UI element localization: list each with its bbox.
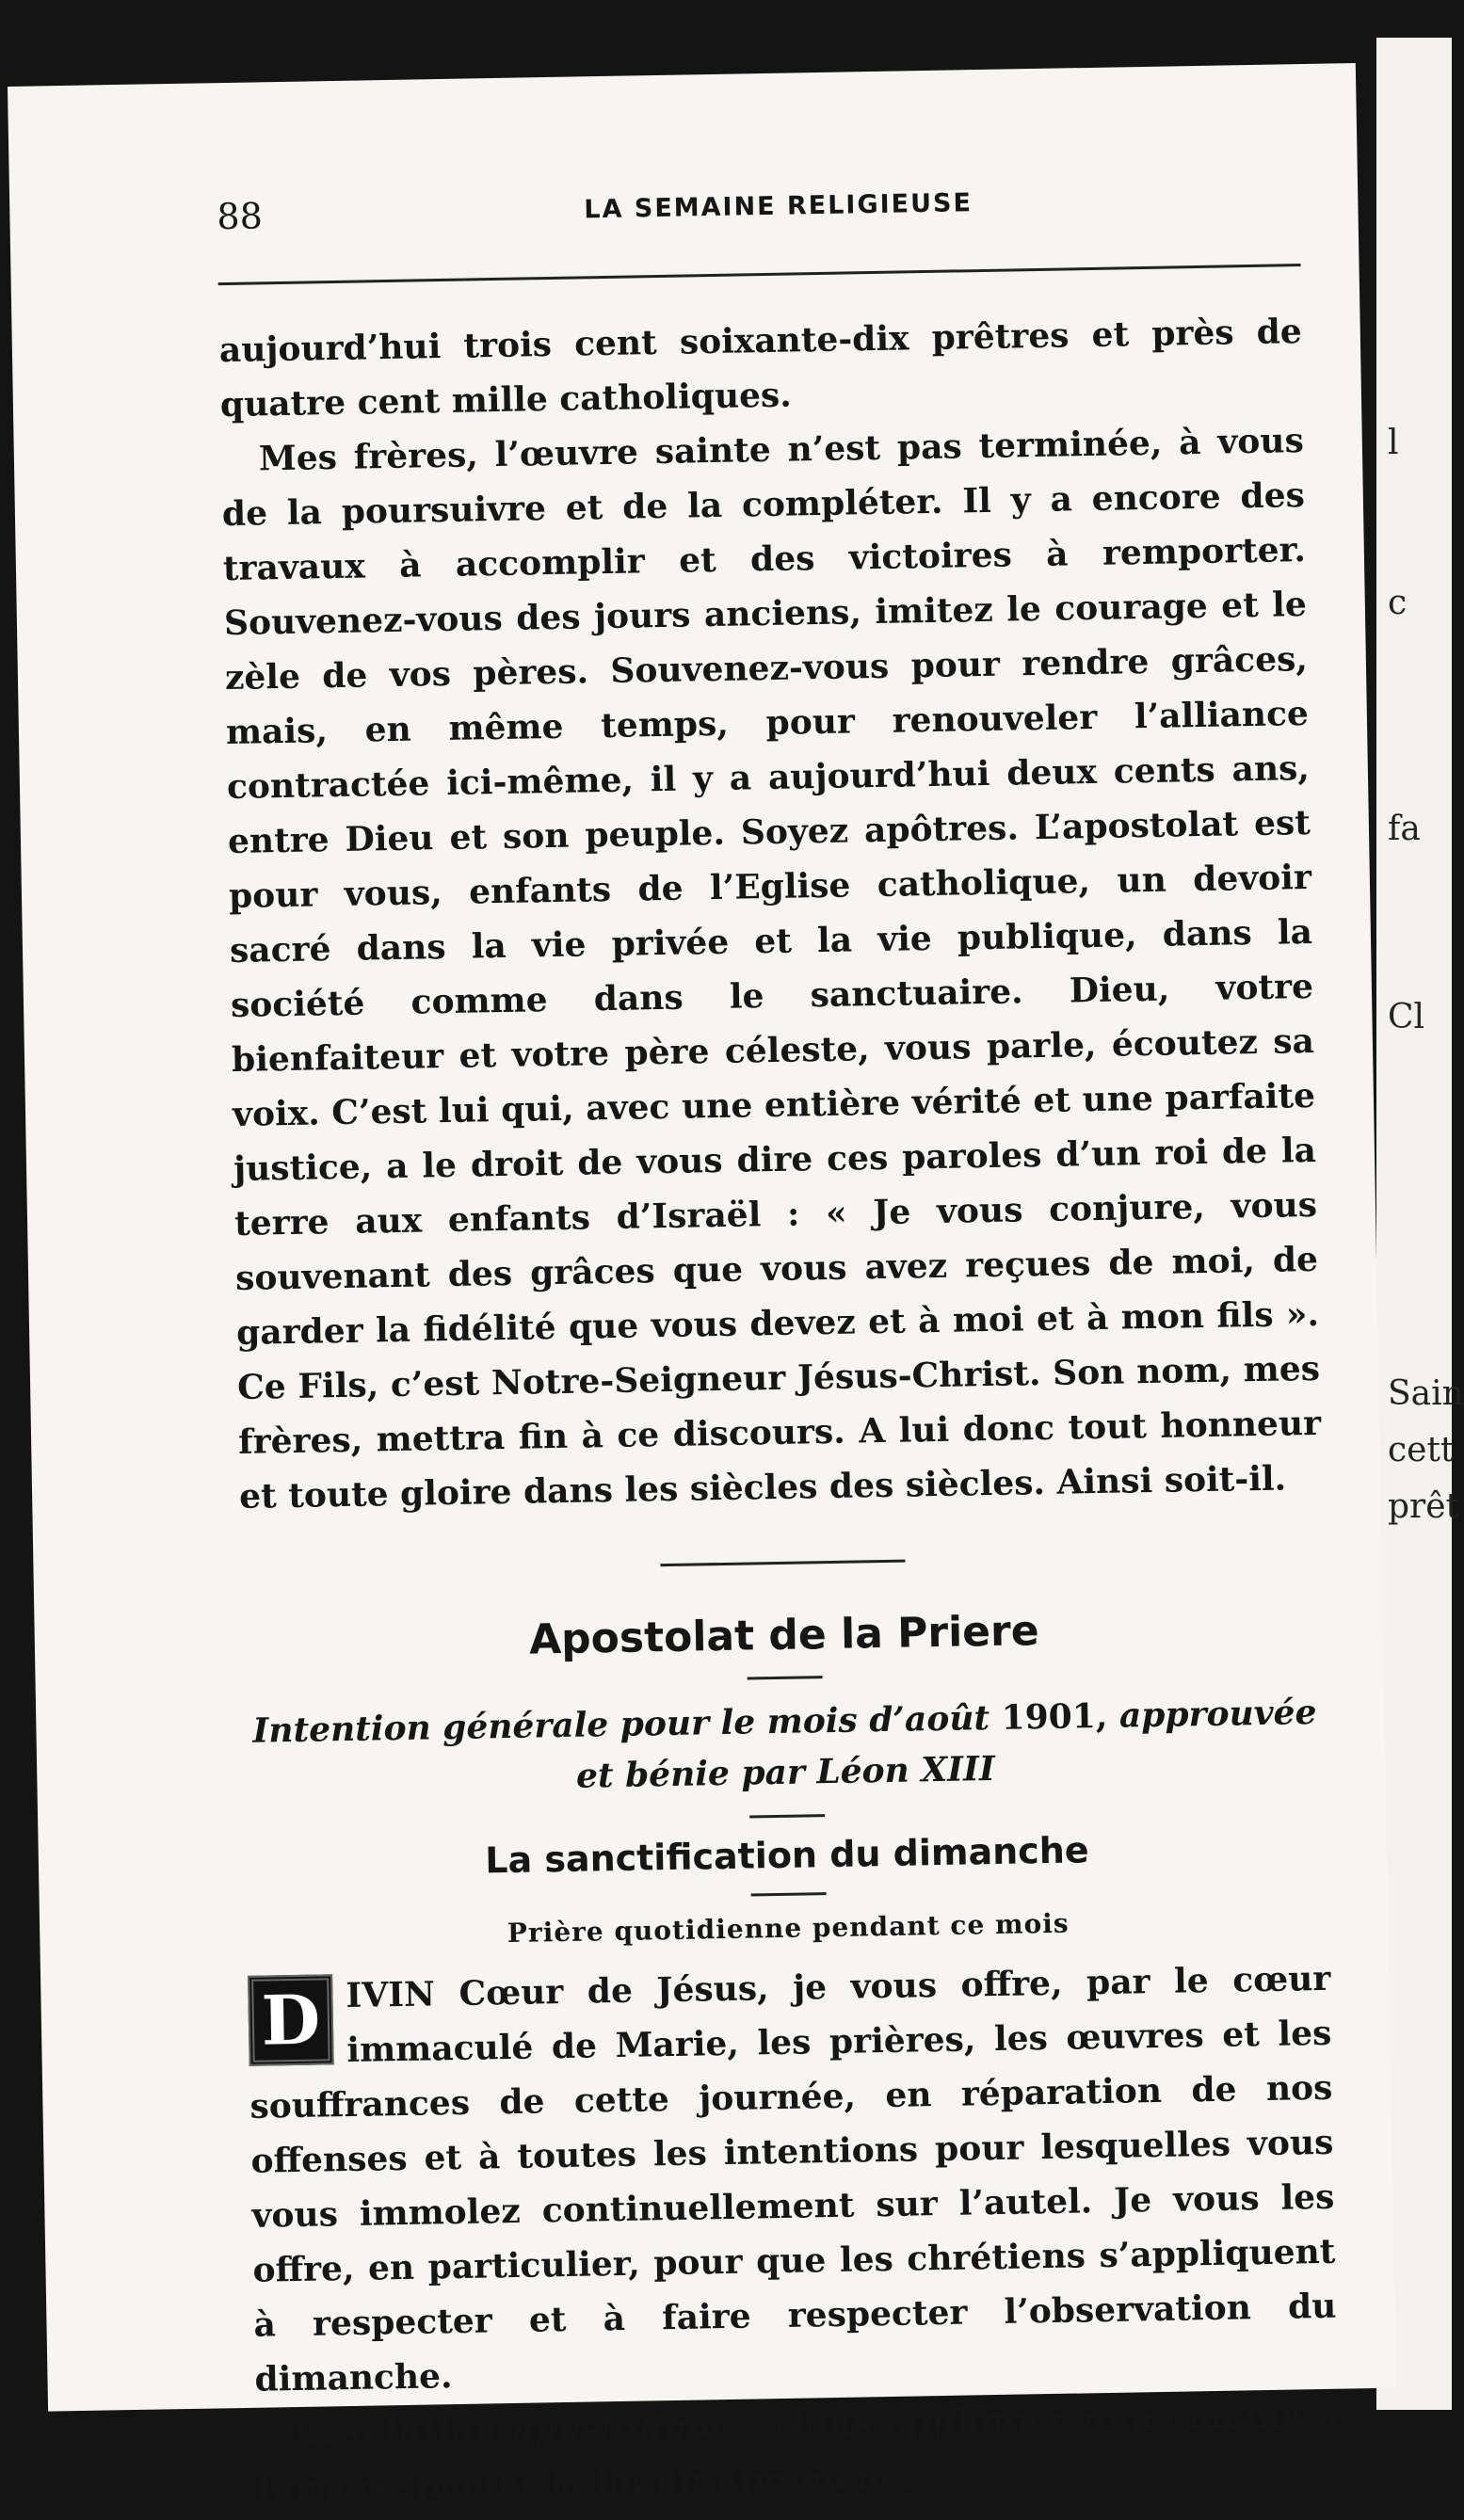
paragraph: Mes frères, l’œuvre sainte n’est pas terminée, à vous de la poursuivre et de la compléter. Il y a encore des travaux à accomplir et des victoires à remporter. Souvenez-vous des jours anciens, imitez le courage et le zèle de vos pères. Souvenez-vous pour rendre grâces, mais, en même temps, pour renouveler l’alliance contractée ici-même, il y a aujourd’hui deux cents ans, entre Dieu et son peuple. Soyez apôtres. L’apostolat est pour vous, enfants de l’Eglise catholique, un devoir sacré dans la vie privée et la vie publique, dans la société comme dans le sanctuaire. Dieu, votre bienfaiteur et votre père céleste, vous parle, écoutez sa voix. C’est lui qui, avec une entière vérité et une parfaite justice, a le droit de vous dire ces paroles d’un roi de la terre aux enfants d’Israël : « Je vous conjure, vous souvenant des grâces que vous avez reçues de moi, de garder la fidélité que vous devez et à moi et à mon fils ». Ce Fils, c’est Notre-Seigneur Jésus-Christ. Son nom, mes frères, mettra fin à ce discours. A lui donc tout honneur et toute gloire dans les siècles des siècles. Ainsi soit-il.: [221, 421, 1322, 1517]
short-divider: [749, 1814, 825, 1818]
resolution-text: : Nous appliquer nous-même à faire respecter la loi du dimanche.: [256, 2395, 1339, 2509]
book-page: [8, 63, 1396, 2509]
page-header: [217, 177, 1302, 271]
intention-line: [243, 1687, 1327, 1807]
dropcap-initial: D: [248, 1974, 334, 2066]
section-divider: [660, 1560, 905, 1567]
prayer-text: [248, 1951, 1340, 2516]
intention-year: 1901,: [1001, 1695, 1108, 1738]
resolution: [255, 2388, 1340, 2516]
adjacent-page-fragment: cett: [1388, 1431, 1455, 1469]
prayer-body: IVIN Cœur de Jésus, je vous offre, par le cœur immaculé de Marie, les prières, les œuvres et les souffrances de cette journée, en réparation de nos offenses et à toutes les intentions pour lesquelles vous vous immolez continuellement sur l’autel. Je vous les offre, en particulier, pour que les chrétiens s’appliquent à respecter et à faire respecter l’observation du dimanche.: [249, 1958, 1337, 2400]
short-divider: [748, 1676, 823, 1679]
adjacent-page-fragment: prêt: [1388, 1487, 1460, 1526]
running-title: LA SEMAINE RELIGIEUSE: [584, 188, 973, 225]
intention-italic: Intention générale pour le mois d’août: [252, 1698, 990, 1751]
sermon-text: [218, 304, 1322, 1524]
page-number: 88: [217, 195, 264, 238]
subsection-title: La sanctification du dimanche: [484, 1829, 1089, 1882]
adjacent-page-fragment: Sain: [1388, 1374, 1464, 1413]
adjacent-page-fragment: Cl: [1388, 998, 1425, 1036]
prayer-caption: Prière quotidienne pendant ce mois: [507, 1907, 1070, 1950]
adjacent-page-fragment: c: [1388, 584, 1408, 622]
paragraph: aujourd’hui trois cent soixante-dix prêtres et près de quatre cent mille catholiques.: [218, 312, 1303, 425]
intention-rest: approuvée et bénie par Léon XIII: [575, 1693, 1317, 1796]
adjacent-page-fragment: l: [1388, 424, 1399, 462]
section-title: Apostolat de la Priere: [528, 1607, 1039, 1664]
short-divider: [751, 1892, 827, 1896]
resolution-label: Résolution apostolique: [293, 2405, 734, 2454]
adjacent-page-fragment: fa: [1388, 810, 1421, 848]
